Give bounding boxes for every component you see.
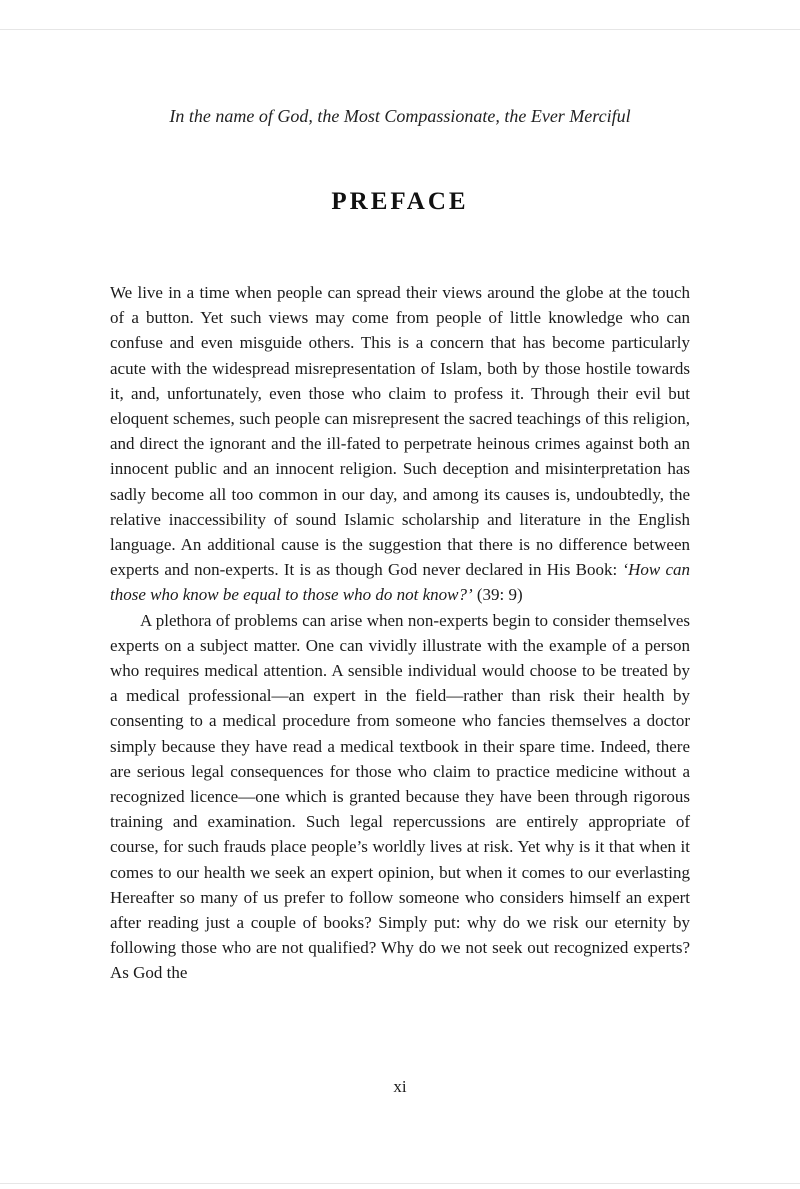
page-bottom-edge [0, 1183, 800, 1184]
paragraph-1-text: We live in a time when people can spread their views around the globe at the touch of a button. Yet such views may come from people of little knowledge who can confuse and even misguide others. This is a concern that has become particularly acute with the widespread misrepresentation of Islam, both by those hostile towards it, and, unfortunately, even those who claim to profess it. Through their evil but eloquent schemes, such people can misrepresent the sacred teachings of this religion, and direct the ignorant and the ill-fated to perpetrate heinous crimes against both an innocent public and an innocent religion. Such deception and misinterpretation has sadly become all too common in our day, and among its causes is, undoubtedly, the relative inaccessibility of sound Islamic scholarship and literature in the English language. An additional cause is the suggestion that there is no difference between experts and non-experts. It is as though God never declared in His Book: [110, 283, 690, 580]
quran-quote: ‘How can those who know be equal to those who do not know?’ [110, 560, 690, 605]
invocation-line: In the name of God, the Most Compassionate, the Ever Merciful [169, 106, 631, 126]
body-text [110, 280, 690, 986]
page-title: PREFACE [331, 188, 469, 215]
page-number: xi [393, 1077, 407, 1096]
paragraph-1 [110, 280, 690, 608]
paragraph-2: A plethora of problems can arise when non-experts begin to consider themselves experts on a subject matter. One can vividly illustrate with the example of a person who requires medical attention. A sensible individual would choose to be treated by a medical professional—an expert in the field—rather than risk their health by consenting to a medical procedure from someone who fancies themselves a doctor simply because they have read a medical textbook in their spare time. Indeed, there are serious legal consequences for those who claim to practice medicine without a recognized licence—one which is granted because they have been through rigorous training and examination. Such legal repercussions are entirely appropriate of course, for such frauds place people’s worldly lives at risk. Yet why is it that when it comes to our health we seek an expert opinion, but when it comes to our everlasting Hereafter so many of us prefer to follow someone who considers himself an expert after reading just a couple of books? Simply put: why do we risk our eternity by following those who are not qualified? Why do we not seek out recognized experts? As God the [110, 610, 690, 983]
page-content [110, 0, 690, 986]
quote-reference: (39: 9) [472, 585, 523, 605]
